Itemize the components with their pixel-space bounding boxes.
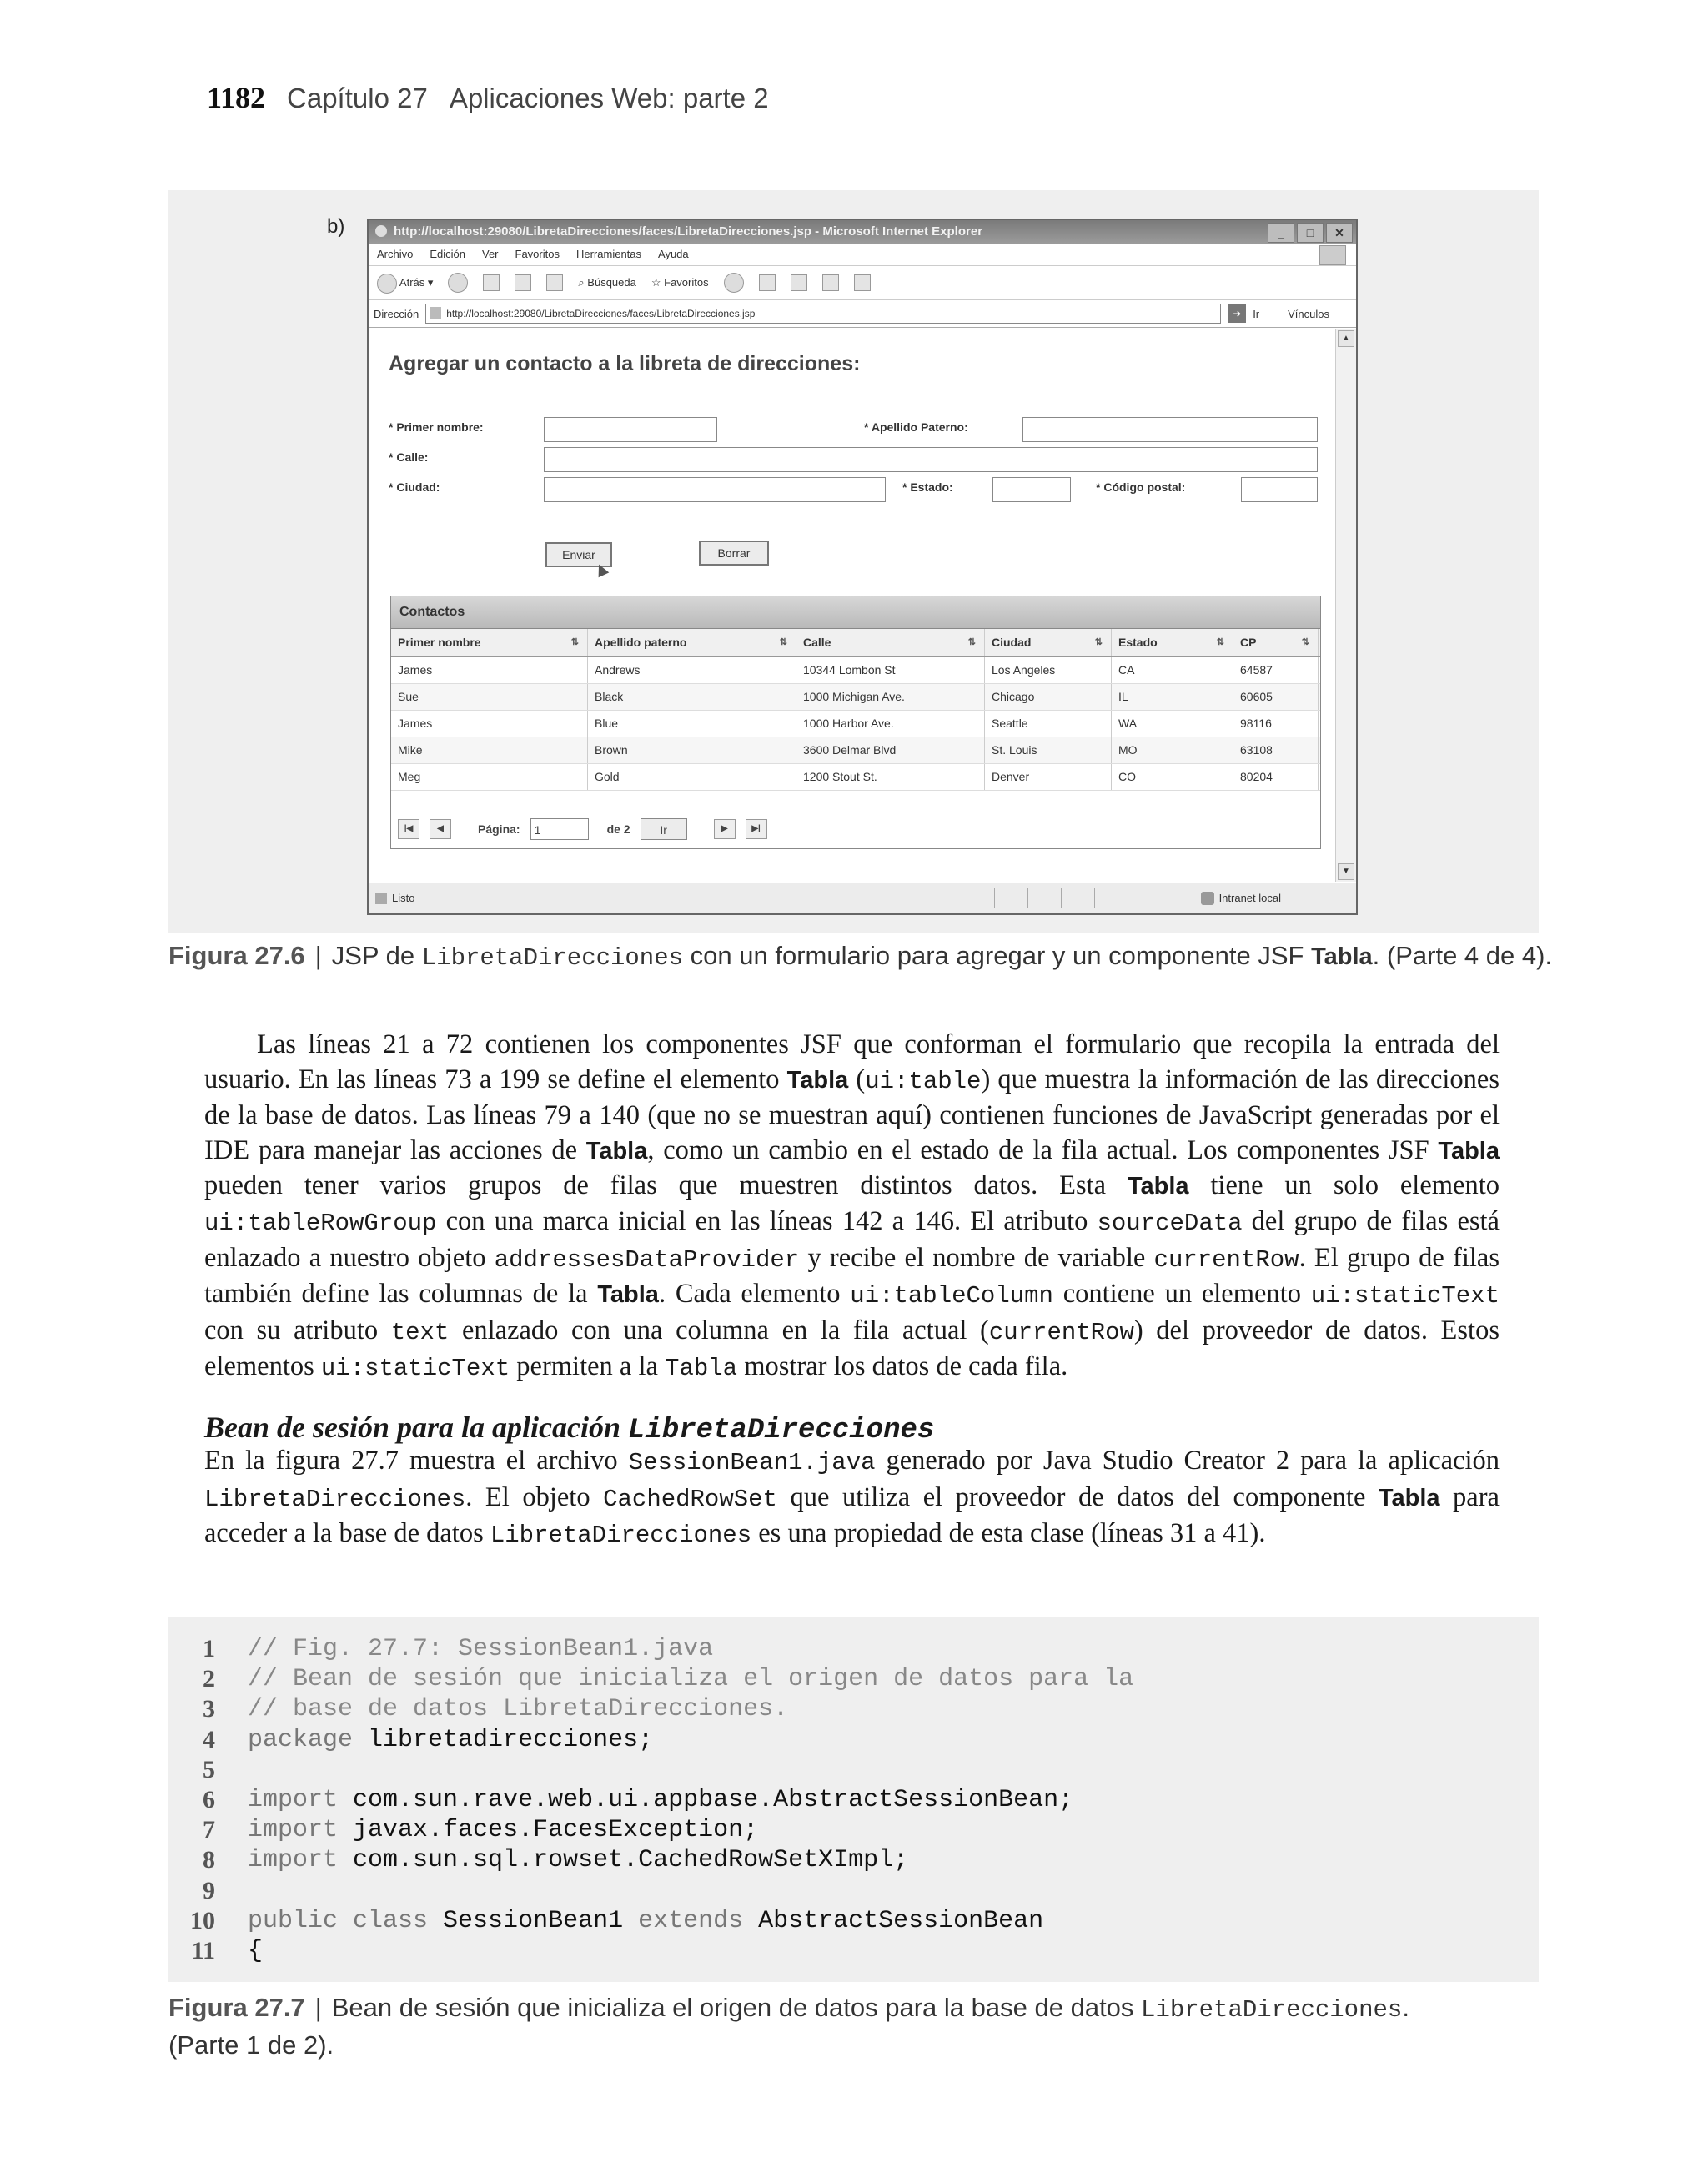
code-token: com.sun.rave.web.ui.appbase.AbstractSessionBean; [338, 1786, 1074, 1814]
table-cell: MO [1112, 737, 1233, 763]
line-number: 6 [203, 1786, 215, 1813]
text-run: permiten a la [510, 1351, 666, 1382]
code-text [248, 1786, 1073, 1814]
messenger-icon[interactable] [854, 274, 871, 291]
caption-code: LibretaDirecciones [421, 944, 684, 972]
submit-button[interactable]: Enviar [545, 542, 612, 567]
forward-arrow-icon[interactable] [448, 273, 468, 293]
address-label: Dirección [374, 307, 419, 320]
code-comment: // base de datos LibretaDirecciones. [248, 1695, 789, 1724]
text-run: . Cada elemento [658, 1279, 851, 1310]
window-controls [1268, 223, 1353, 243]
caption-number: Figura 27.6 [168, 941, 305, 970]
inline-code: ui:tableColumn [850, 1282, 1053, 1310]
table-cell: 60605 [1233, 684, 1319, 710]
chapter-title: Aplicaciones Web: parte 2 [449, 83, 769, 113]
caption-text: Bean de sesión que inicializa el origen de datos para la base de datos [331, 1993, 1134, 2022]
table-cell: 80204 [1233, 764, 1319, 790]
page-go-button[interactable]: Ir [640, 818, 687, 840]
form-heading: Agregar un contacto a la libreta de direcciones: [389, 352, 861, 375]
status-divider [1061, 888, 1062, 908]
sort-icon[interactable]: ⇅ [1216, 637, 1224, 647]
mail-icon[interactable] [759, 274, 776, 291]
close-icon[interactable]: ✕ [1326, 223, 1353, 243]
search-label: Búsqueda [587, 276, 636, 289]
body-paragraph-2 [204, 1444, 1500, 1553]
running-head [207, 80, 769, 115]
next-page-icon[interactable]: ▶ [714, 819, 736, 839]
line-number: 5 [203, 1755, 215, 1783]
inline-code: currentRow [1153, 1245, 1299, 1274]
code-keyword: package [248, 1725, 354, 1754]
text-run: ) del proveedor de datos. Estos elementos [204, 1315, 1500, 1382]
code-text [248, 1907, 1043, 1935]
minimize-icon[interactable]: _ [1268, 223, 1294, 243]
caption-text: . [1402, 1993, 1409, 2022]
code-text [248, 1635, 713, 1663]
column-header-label: Estado [1118, 636, 1158, 649]
clear-button[interactable]: Borrar [699, 541, 769, 566]
line-number: 9 [203, 1876, 215, 1904]
text-run: generado por Java Studio Creator 2 para la aplicación [875, 1446, 1500, 1476]
line-number: 2 [203, 1665, 215, 1693]
maximize-icon[interactable]: □ [1297, 223, 1324, 243]
sort-icon[interactable]: ⇅ [967, 637, 976, 647]
column-header-city[interactable] [985, 629, 1112, 656]
table-pager [398, 818, 767, 840]
code-comment: // Bean de sesión que inicializa el origen de datos para la [248, 1665, 1134, 1694]
browser-title: http://localhost:29080/LibretaDirecciones/faces/LibretaDirecciones.jsp - Microsoft Internet Explorer [394, 224, 983, 239]
text-run: . El objeto [465, 1481, 604, 1512]
text-run: con su atributo [204, 1315, 391, 1346]
caption-separator: | [314, 941, 322, 970]
ie-logo-icon [375, 225, 387, 237]
code-text [248, 1695, 788, 1723]
sort-icon[interactable]: ⇅ [1301, 637, 1309, 647]
history-icon[interactable] [724, 273, 744, 293]
text-run: Las líneas 21 a 72 contienen los componentes JSF que conforman el formulario que recopila la entrada del usuario. En las líneas 73 a 199 se define el elemento [204, 1029, 1500, 1094]
menu-item-file[interactable]: Archivo [377, 248, 414, 260]
inline-code: ui:tableRowGroup [204, 1209, 437, 1237]
inline-code: Tabla [665, 1355, 738, 1383]
line-number: 11 [191, 1937, 215, 1964]
text-run: y recibe el nombre de variable [799, 1242, 1154, 1273]
inline-code: ui:table [865, 1067, 982, 1095]
code-token: libretadirecciones; [353, 1725, 654, 1754]
caption-separator: | [314, 1993, 322, 2022]
pager-label: Página: [478, 822, 520, 836]
caption-text: . (Parte 4 de 4). [1372, 941, 1553, 970]
table-cell: Denver [985, 764, 1112, 790]
column-header-zip[interactable] [1233, 629, 1319, 656]
inline-component-name: Tabla [1378, 1484, 1440, 1512]
code-comment: // Fig. 27.7: SessionBean1.java [248, 1635, 714, 1663]
table-cell: 64587 [1233, 657, 1319, 683]
code-keyword: import [248, 1816, 339, 1845]
caption-bold: Tabla [1311, 943, 1373, 970]
status-divider [1094, 888, 1095, 908]
state-input[interactable] [992, 477, 1071, 502]
caption-code: LibretaDirecciones [1141, 1996, 1403, 2024]
table-row [391, 764, 1320, 791]
table-cell: Brown [588, 737, 796, 763]
figure-27-6-caption [168, 941, 1552, 972]
code-keyword: extends [638, 1906, 744, 1935]
sort-icon[interactable]: ⇅ [1094, 637, 1103, 647]
table-cell: CA [1112, 657, 1233, 683]
back-label: Atrás [399, 276, 425, 289]
code-text [248, 1937, 263, 1965]
inline-code: sourceData [1097, 1209, 1243, 1237]
page-count: de 2 [606, 822, 630, 836]
page-input[interactable]: 1 [530, 818, 589, 840]
menu-item-edit[interactable]: Edición [430, 248, 465, 260]
line-number: 10 [190, 1906, 215, 1934]
print-icon[interactable] [791, 274, 807, 291]
code-listing [168, 1617, 1539, 1982]
address-bar [369, 300, 1356, 328]
city-input[interactable] [544, 477, 886, 502]
zip-label: * Código postal: [1096, 480, 1185, 494]
favorites-label: Favoritos [664, 276, 709, 289]
table-cell: Mike [391, 737, 588, 763]
street-input[interactable] [544, 447, 1318, 472]
table-cell: St. Louis [985, 737, 1112, 763]
text-run: . El grupo de filas también define las columnas de la [204, 1242, 1500, 1310]
vertical-scrollbar[interactable] [1335, 329, 1356, 882]
table-cell: 63108 [1233, 737, 1319, 763]
contacts-table [390, 596, 1321, 849]
caption-number: Figura 27.7 [168, 1993, 305, 2022]
caption-text: con un formulario para agregar y un componente JSF [690, 941, 1304, 970]
stop-icon[interactable] [483, 274, 500, 291]
page-number: 1182 [207, 81, 266, 114]
zip-input[interactable] [1241, 477, 1318, 502]
last-name-label: * Apellido Paterno: [864, 420, 968, 434]
table-cell: 1200 Stout St. [796, 764, 985, 790]
menu-item-help[interactable]: Ayuda [658, 248, 689, 260]
column-header-first-name[interactable] [391, 629, 588, 656]
column-header-label: Ciudad [992, 636, 1032, 649]
inline-component-name: Tabla [585, 1137, 648, 1164]
table-header-row [391, 629, 1320, 657]
table-body [391, 657, 1320, 791]
state-label: * Estado: [902, 480, 953, 494]
table-cell: CO [1112, 764, 1233, 790]
code-text [248, 1665, 1133, 1693]
table-row [391, 737, 1320, 764]
back-arrow-icon [377, 274, 397, 294]
table-cell: Gold [588, 764, 796, 790]
column-header-label: CP [1240, 636, 1257, 649]
column-header-street[interactable] [796, 629, 985, 656]
inline-component-name: Tabla [597, 1281, 659, 1309]
table-cell: Meg [391, 764, 588, 790]
inline-code: SessionBean1.java [628, 1449, 876, 1476]
refresh-icon[interactable] [515, 274, 531, 291]
code-token: javax.faces.FacesException; [338, 1816, 759, 1845]
text-run: mostrar los datos de cada fila. [737, 1351, 1068, 1382]
status-divider [1027, 888, 1028, 908]
table-cell: 98116 [1233, 711, 1319, 737]
browser-statusbar [369, 883, 1356, 913]
first-name-label: * Primer nombre: [389, 420, 484, 434]
table-cell: 3600 Delmar Blvd [796, 737, 985, 763]
inline-code: addressesDataProvider [494, 1245, 800, 1274]
browser-window [367, 219, 1358, 915]
table-cell: James [391, 657, 588, 683]
line-number: 3 [203, 1695, 215, 1723]
browser-titlebar [369, 220, 1356, 244]
table-row [391, 657, 1320, 684]
section-heading-code: LibretaDirecciones [628, 1415, 935, 1446]
table-title: Contactos [391, 596, 1320, 629]
first-page-icon[interactable]: |◀ [398, 819, 419, 839]
section-heading [204, 1410, 934, 1446]
text-run: es una propiedad de esta clase (líneas 31 a 41). [751, 1518, 1266, 1549]
inline-code: LibretaDirecciones [204, 1485, 466, 1513]
text-run: del grupo de filas está enlazado a nuestro objeto [204, 1205, 1500, 1273]
browser-menubar [369, 244, 1356, 266]
inline-code: CachedRowSet [603, 1485, 777, 1513]
text-run: contiene un elemento [1052, 1279, 1311, 1310]
zone-text: Intranet local [1219, 883, 1281, 913]
text-run: ) que muestra la información de las direcciones de la base de datos. Las líneas 79 a 140 (que no se muestran aquí) contienen funciones de JavaScript generadas por el IDE para manejar las acciones de [204, 1064, 1500, 1165]
section-heading-text: Bean de sesión para la aplicación [204, 1411, 629, 1444]
column-header-last-name[interactable] [588, 629, 796, 656]
table-cell: 10344 Lombon St [796, 657, 985, 683]
text-run: pueden tener varios grupos de filas que muestren distintos datos. Esta [204, 1170, 1128, 1201]
edit-icon[interactable] [822, 274, 839, 291]
table-cell: Black [588, 684, 796, 710]
table-cell: Seattle [985, 711, 1112, 737]
go-button[interactable]: Ir [1253, 307, 1260, 320]
table-cell: Andrews [588, 657, 796, 683]
text-run: , como un cambio en el estado de la fila actual. Los componentes JSF [647, 1134, 1439, 1165]
text-run: que utiliza el proveedor de datos del componente [776, 1481, 1379, 1512]
line-number: 4 [203, 1725, 215, 1753]
column-header-label: Calle [803, 636, 831, 649]
code-text [248, 1846, 908, 1874]
code-keyword: import [248, 1786, 339, 1814]
home-icon[interactable] [546, 274, 563, 291]
column-header-label: Primer nombre [398, 636, 481, 649]
address-input[interactable]: http://localhost:29080/LibretaDirecciones/faces/LibretaDirecciones.jsp [425, 304, 1221, 324]
status-text: Listo [392, 883, 414, 913]
table-cell: 1000 Harbor Ave. [796, 711, 985, 737]
line-number: 8 [203, 1846, 215, 1874]
text-run: enlazado con una columna en la fila actual ( [449, 1315, 989, 1346]
body-paragraph-1 [204, 1028, 1500, 1386]
table-cell: James [391, 711, 588, 737]
line-number: 7 [203, 1816, 215, 1844]
code-text [248, 1816, 758, 1844]
caption-text-line2: (Parte 1 de 2). [168, 2030, 334, 2060]
inline-code: LibretaDirecciones [490, 1522, 752, 1550]
code-token: AbstractSessionBean [743, 1906, 1044, 1935]
inline-code: text [390, 1318, 450, 1346]
inline-code: currentRow [988, 1318, 1134, 1346]
table-cell: Blue [588, 711, 796, 737]
table-row [391, 684, 1320, 711]
column-header-state[interactable] [1112, 629, 1233, 656]
line-number: 1 [203, 1635, 215, 1662]
scroll-down-icon[interactable]: ▼ [1338, 863, 1354, 880]
code-token: com.sun.sql.rowset.CachedRowSetXImpl; [338, 1846, 909, 1875]
street-label: * Calle: [389, 450, 428, 464]
prev-page-icon[interactable]: ◀ [430, 819, 451, 839]
status-divider [994, 888, 995, 908]
column-header-label: Apellido paterno [595, 636, 687, 649]
last-page-icon[interactable]: ▶| [746, 819, 767, 839]
table-row [391, 711, 1320, 737]
table-cell: IL [1112, 684, 1233, 710]
code-keyword: public class [248, 1906, 429, 1935]
code-token: SessionBean1 [428, 1906, 639, 1935]
inline-component-name: Tabla [786, 1066, 849, 1094]
page-content [370, 329, 1331, 882]
last-name-input[interactable] [1022, 417, 1318, 442]
menu-item-view[interactable]: Ver [482, 248, 499, 260]
go-arrow-icon[interactable]: ➜ [1228, 304, 1246, 323]
search-button[interactable]: ⌕ Búsqueda [578, 276, 636, 289]
table-cell: Chicago [985, 684, 1112, 710]
scroll-up-icon[interactable]: ▲ [1338, 330, 1354, 347]
links-label[interactable]: Vínculos [1288, 307, 1330, 320]
text-run: con una marca inicial en las líneas 142 a 146. El atributo [436, 1205, 1098, 1236]
text-run: tiene un solo elemento [1188, 1170, 1500, 1201]
code-text [248, 1726, 653, 1754]
inline-code: ui:staticText [1310, 1282, 1500, 1310]
menu-item-favorites[interactable]: Favoritos [515, 248, 560, 260]
sort-icon[interactable]: ⇅ [570, 637, 579, 647]
inline-component-name: Tabla [1127, 1173, 1189, 1200]
chapter-label: Capítulo 27 [287, 83, 428, 113]
city-label: * Ciudad: [389, 480, 440, 494]
browser-toolbar [369, 266, 1356, 300]
text-run: para acceder a la base de datos [204, 1481, 1500, 1549]
code-keyword: import [248, 1846, 339, 1875]
menu-item-tools[interactable]: Herramientas [575, 248, 642, 260]
figure-sublabel: b) [327, 215, 345, 238]
inline-code: ui:staticText [320, 1355, 510, 1383]
text-run: ( [848, 1064, 866, 1094]
sort-icon[interactable]: ⇅ [779, 637, 787, 647]
table-cell: 1000 Michigan Ave. [796, 684, 985, 710]
table-cell: WA [1112, 711, 1233, 737]
table-cell: Sue [391, 684, 588, 710]
inline-component-name: Tabla [1438, 1137, 1500, 1164]
figure-27-7-caption [168, 1990, 1409, 2063]
favorites-button[interactable]: ☆ Favoritos [651, 276, 709, 289]
windows-logo-icon [1319, 245, 1346, 265]
text-run: En la figura 27.7 muestra el archivo [204, 1446, 629, 1476]
back-button[interactable]: Atrás ▾ [377, 266, 433, 299]
first-name-input[interactable] [544, 417, 717, 442]
code-token: { [248, 1937, 264, 1965]
caption-text: JSP de [331, 941, 415, 970]
table-cell: Los Angeles [985, 657, 1112, 683]
